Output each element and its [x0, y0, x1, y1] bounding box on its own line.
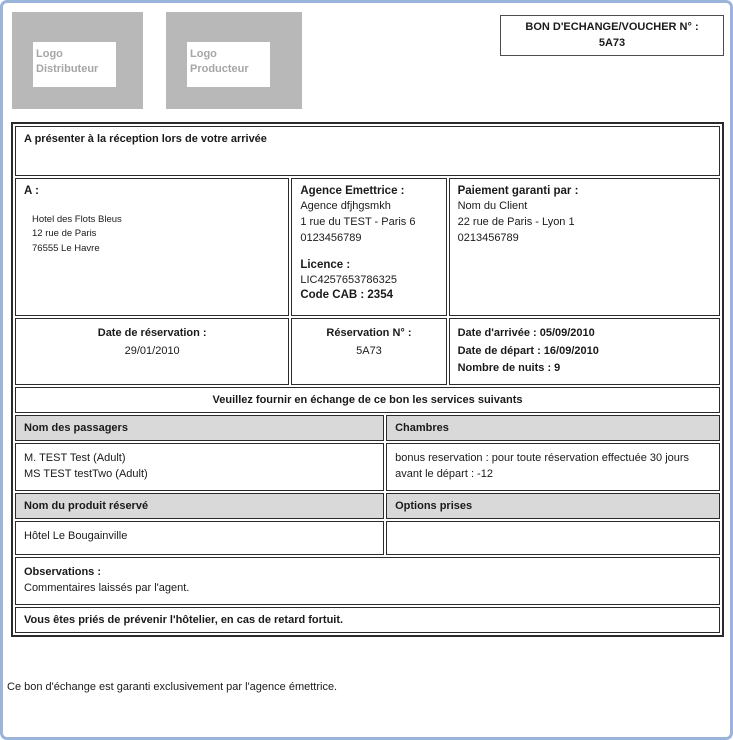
observations-row	[15, 557, 720, 605]
recipient-line: 76555 Le Havre	[32, 242, 100, 254]
spacer	[300, 247, 437, 259]
reservation-date-label: Date de réservation :	[97, 327, 207, 339]
stay-dates-cell	[449, 318, 720, 385]
options-value	[386, 521, 720, 555]
departure-date: Date de départ : 16/09/2010	[457, 344, 599, 357]
licence-label: Licence :	[300, 258, 351, 271]
reservation-date-value: 29/01/2010	[124, 344, 180, 357]
product-value: Hôtel Le Bougainville	[24, 529, 128, 542]
observations-text: Commentaires laissés par l'agent.	[24, 582, 190, 595]
presentation-text: A présenter à la réception lors de votre arrivée	[15, 126, 720, 176]
agency-line: 1 rue du TEST - Paris 6	[300, 215, 416, 228]
passenger-item: MS TEST testTwo (Adult)	[24, 468, 148, 481]
services-notice-row	[15, 387, 720, 413]
product-header: Nom du produit réservé	[15, 493, 384, 519]
observations-label: Observations :	[24, 565, 102, 578]
licence-number: LIC4257653786325	[300, 273, 397, 286]
distributor-logo-label: Logo Distributeur	[33, 42, 116, 87]
recipient-label: A :	[24, 185, 39, 197]
payment-line: 22 rue de Paris - Lyon 1	[457, 215, 575, 228]
reservation-row	[15, 318, 720, 385]
passengers-content-row	[15, 443, 720, 491]
recipient-cell	[15, 178, 289, 316]
agency-label: Agence Emettrice :	[300, 185, 405, 197]
payment-line: Nom du Client	[457, 200, 528, 212]
code-cab: Code CAB : 2354	[300, 288, 393, 301]
services-notice: Veuillez fournir en échange de ce bon les services suivants	[15, 387, 720, 413]
passenger-item: M. TEST Test (Adult)	[24, 451, 126, 464]
nights-count: Nombre de nuits : 9	[457, 362, 561, 375]
rooms-bonus-text: bonus reservation : pour toute réservation effectuée 30 jours avant le départ : -12	[395, 451, 690, 481]
payment-line: 0213456789	[457, 231, 519, 244]
producer-logo-placeholder	[166, 12, 302, 109]
rooms-info	[386, 443, 720, 491]
voucher-number-box	[500, 15, 724, 56]
late-notice: Vous êtes priés de prévenir l'hôtelier, en cas de retard fortuit.	[15, 607, 720, 633]
issuing-agency-cell	[291, 178, 446, 316]
reservation-date-cell	[15, 318, 289, 385]
passengers-header-row	[15, 415, 720, 441]
reservation-number-label: Réservation N° :	[326, 327, 412, 339]
options-header: Options prises	[386, 493, 720, 519]
product-content-row	[15, 521, 720, 555]
product-header-row	[15, 493, 720, 519]
recipient-line: Hotel des Flots Bleus	[32, 214, 122, 225]
product-name	[15, 521, 384, 555]
voucher-number-title: BON D'ECHANGE/VOUCHER N° :	[525, 20, 699, 33]
parties-row	[15, 178, 720, 316]
distributor-logo-placeholder	[12, 12, 143, 109]
voucher-table	[11, 122, 724, 637]
passengers-list	[15, 443, 384, 491]
presentation-row	[15, 126, 720, 176]
payment-label: Paiement garanti par :	[457, 185, 579, 197]
reservation-number-cell	[291, 318, 446, 385]
passengers-header: Nom des passagers	[15, 415, 384, 441]
producer-logo-label: Logo Producteur	[187, 42, 270, 87]
late-notice-row	[15, 607, 720, 633]
reservation-number-value: 5A73	[356, 344, 382, 357]
agency-line: Agence dfjhgsmkh	[300, 200, 391, 212]
guarantee-note: Ce bon d'échange est garanti exclusivement par l'agence émettrice.	[7, 681, 338, 693]
payment-cell	[449, 178, 720, 316]
voucher-number-value: 5A73	[598, 36, 626, 49]
agency-line: 0123456789	[300, 231, 362, 244]
recipient-address	[32, 213, 280, 256]
observations-cell	[15, 557, 720, 605]
recipient-line: 12 rue de Paris	[32, 228, 97, 240]
rooms-header: Chambres	[386, 415, 720, 441]
arrival-date: Date d'arrivée : 05/09/2010	[457, 327, 595, 339]
